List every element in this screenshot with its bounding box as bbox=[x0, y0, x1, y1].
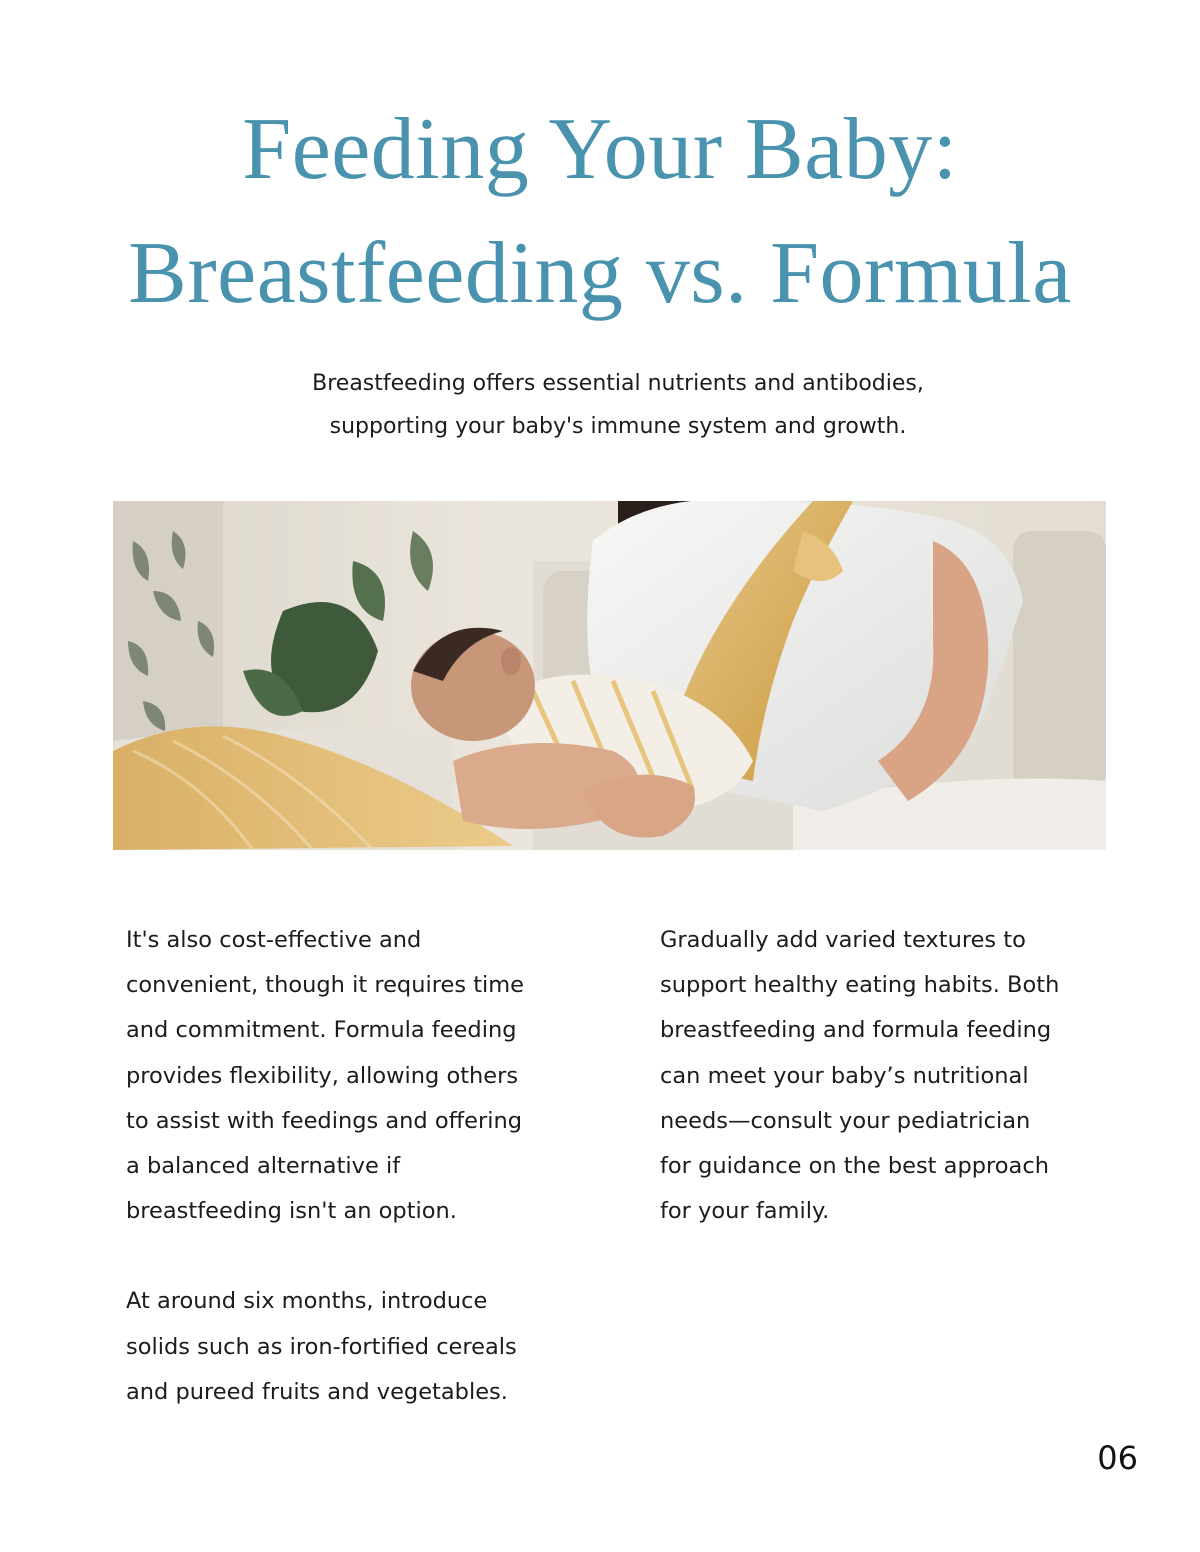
right-column bbox=[660, 918, 1120, 1234]
left-paragraph-2 bbox=[126, 1279, 596, 1415]
text-line: convenient, though it requires time bbox=[126, 972, 525, 999]
text-line: and commitment. Formula feeding bbox=[126, 1017, 517, 1044]
text-line: provides flexibility, allowing others bbox=[126, 1062, 519, 1089]
breastfeeding-photo bbox=[113, 501, 1106, 850]
photo-illustration bbox=[113, 501, 1106, 850]
text-line: for your family. bbox=[660, 1198, 830, 1225]
text-line: Gradually add varied textures to bbox=[660, 927, 1026, 953]
page-title bbox=[0, 88, 1200, 336]
text-line: breastfeeding isn't an option. bbox=[126, 1198, 457, 1225]
left-column bbox=[126, 918, 596, 1415]
page-title-line-1: Feeding Your Baby: bbox=[242, 101, 958, 198]
page-title-line-2: Breastfeeding vs. Formula bbox=[128, 225, 1072, 322]
text-line: and pureed fruits and vegetables. bbox=[126, 1378, 508, 1405]
right-paragraph-1 bbox=[660, 918, 1120, 1234]
text-line: for guidance on the best approach bbox=[660, 1153, 1049, 1180]
text-line: support healthy eating habits. Both bbox=[660, 972, 1060, 999]
intro-line-2: supporting your baby's immune system and growth. bbox=[329, 414, 907, 439]
page-number: 06 bbox=[1097, 1439, 1138, 1477]
text-line: a balanced alternative if bbox=[126, 1153, 401, 1180]
intro-text bbox=[200, 362, 1036, 448]
text-line: can meet your baby’s nutritional bbox=[660, 1062, 1029, 1089]
text-line: breastfeeding and formula feeding bbox=[660, 1017, 1052, 1044]
text-line: to assist with feedings and offering bbox=[126, 1107, 523, 1134]
text-line: solids such as iron-fortified cereals bbox=[126, 1333, 517, 1360]
intro-line-1: Breastfeeding offers essential nutrients and antibodies, bbox=[312, 371, 924, 396]
text-line: At around six months, introduce bbox=[126, 1288, 488, 1315]
text-line: needs—consult your pediatrician bbox=[660, 1107, 1031, 1134]
left-paragraph-1 bbox=[126, 918, 596, 1234]
text-line: It's also cost-effective and bbox=[126, 927, 422, 953]
